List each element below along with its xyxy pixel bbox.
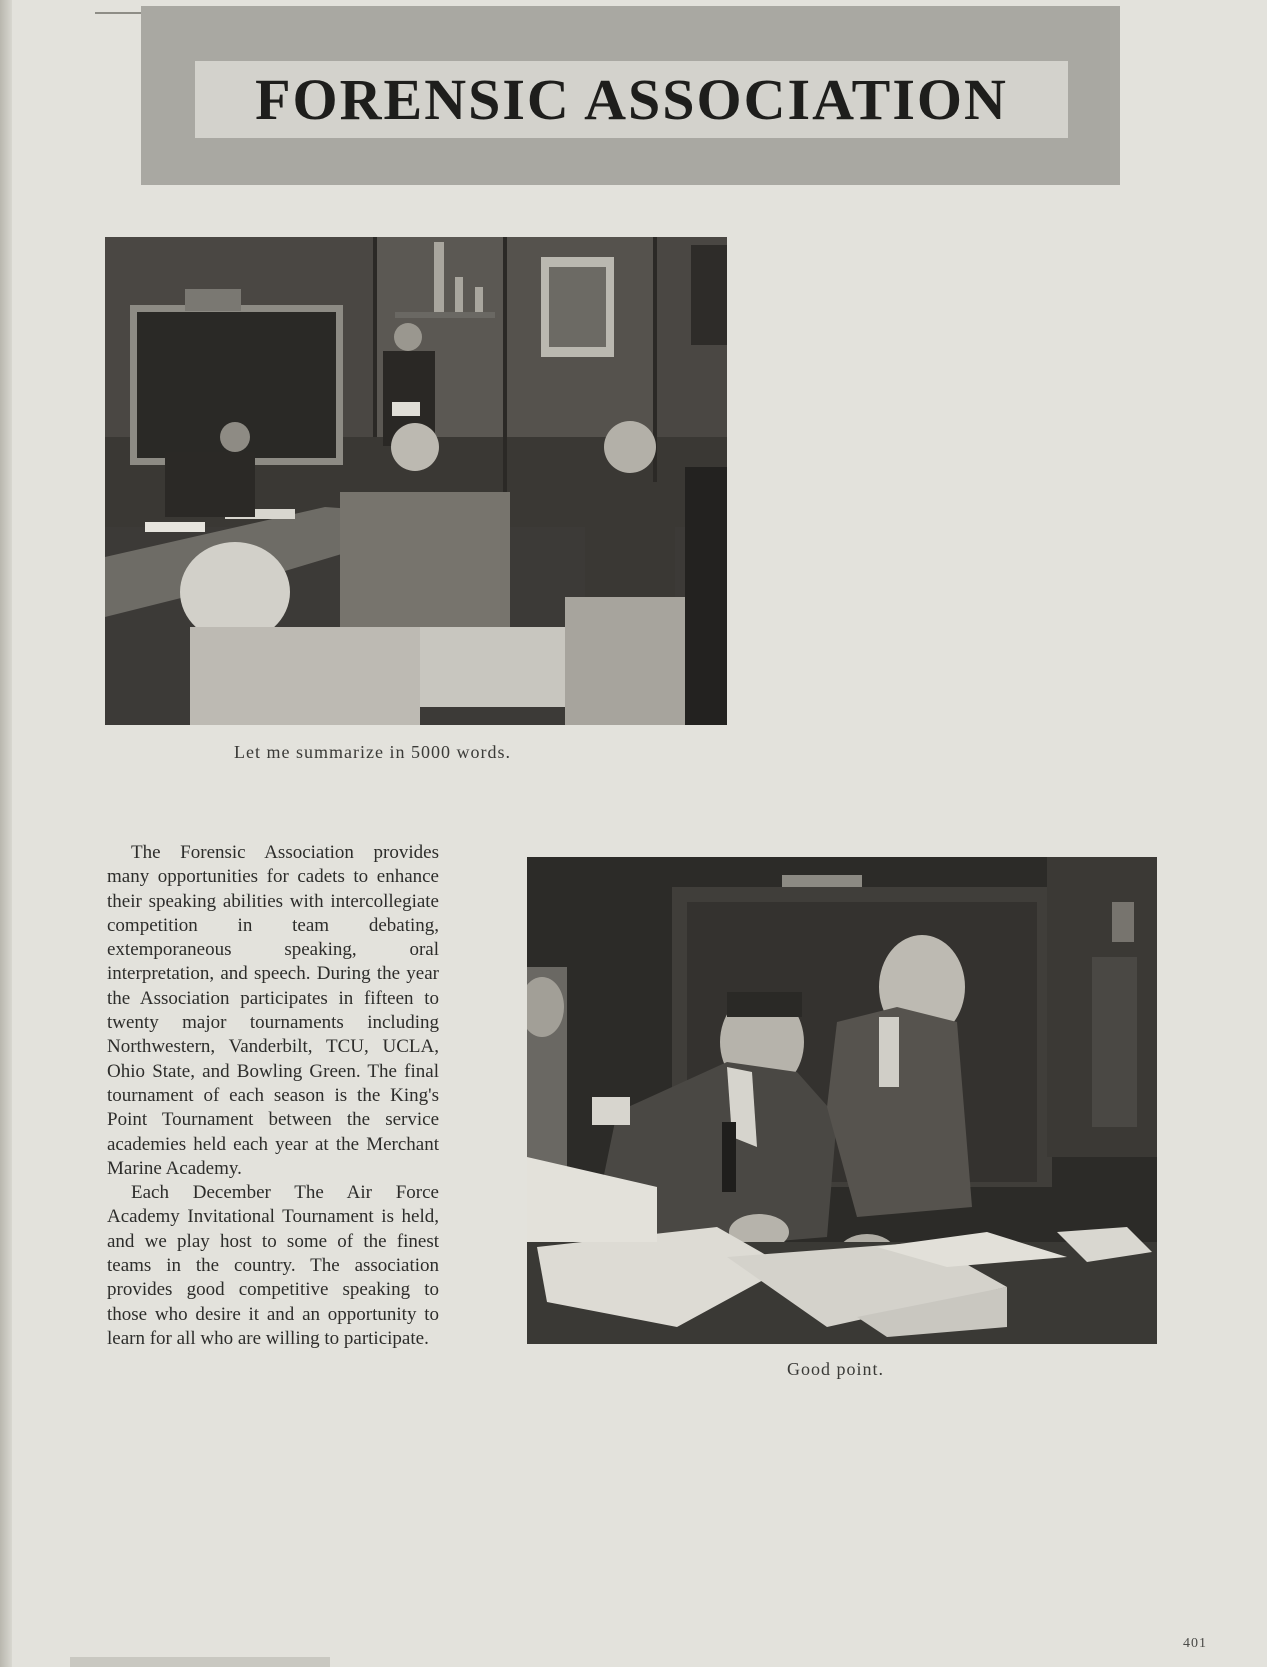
bottom-edge-shadow [70,1657,330,1667]
photo-caption: Good point. [787,1359,885,1379]
title-strip [195,61,1068,138]
article-paragraph: The Forensic Association provides many opportunities for cadets to enhance their speaking abilities with intercollegiate competition in team debating, extemporaneous speaking, oral interpretation, and speech. During the year the Association participates in fifteen to twenty major tournaments including Northwestern, Vanderbilt, TCU, UCLA, Ohio State, and Bowling Green. The final tournament of each season is the King's Point Tournament between the service academies held each year at the Merchant Marine Academy. [107,842,439,1179]
photo-caption: Let me summarize in 5000 words. [234,742,511,762]
article-paragraph: Each December The Air Force Academy Invitational Tournament is held, and we play host to some of the finest teams in the country. The association provides good competitive speaking to those who desire it and an opportunity to learn for all who are willing to participate. [107,1182,439,1349]
debate-room-photo [105,237,727,725]
officers-reviewing-papers-photo [527,857,1157,1344]
page-number: 401 [1183,1636,1207,1651]
page-title: FORENSIC ASSOCIATION [255,67,1008,132]
page-binding-edge [0,0,12,1667]
article-body [107,841,439,1351]
